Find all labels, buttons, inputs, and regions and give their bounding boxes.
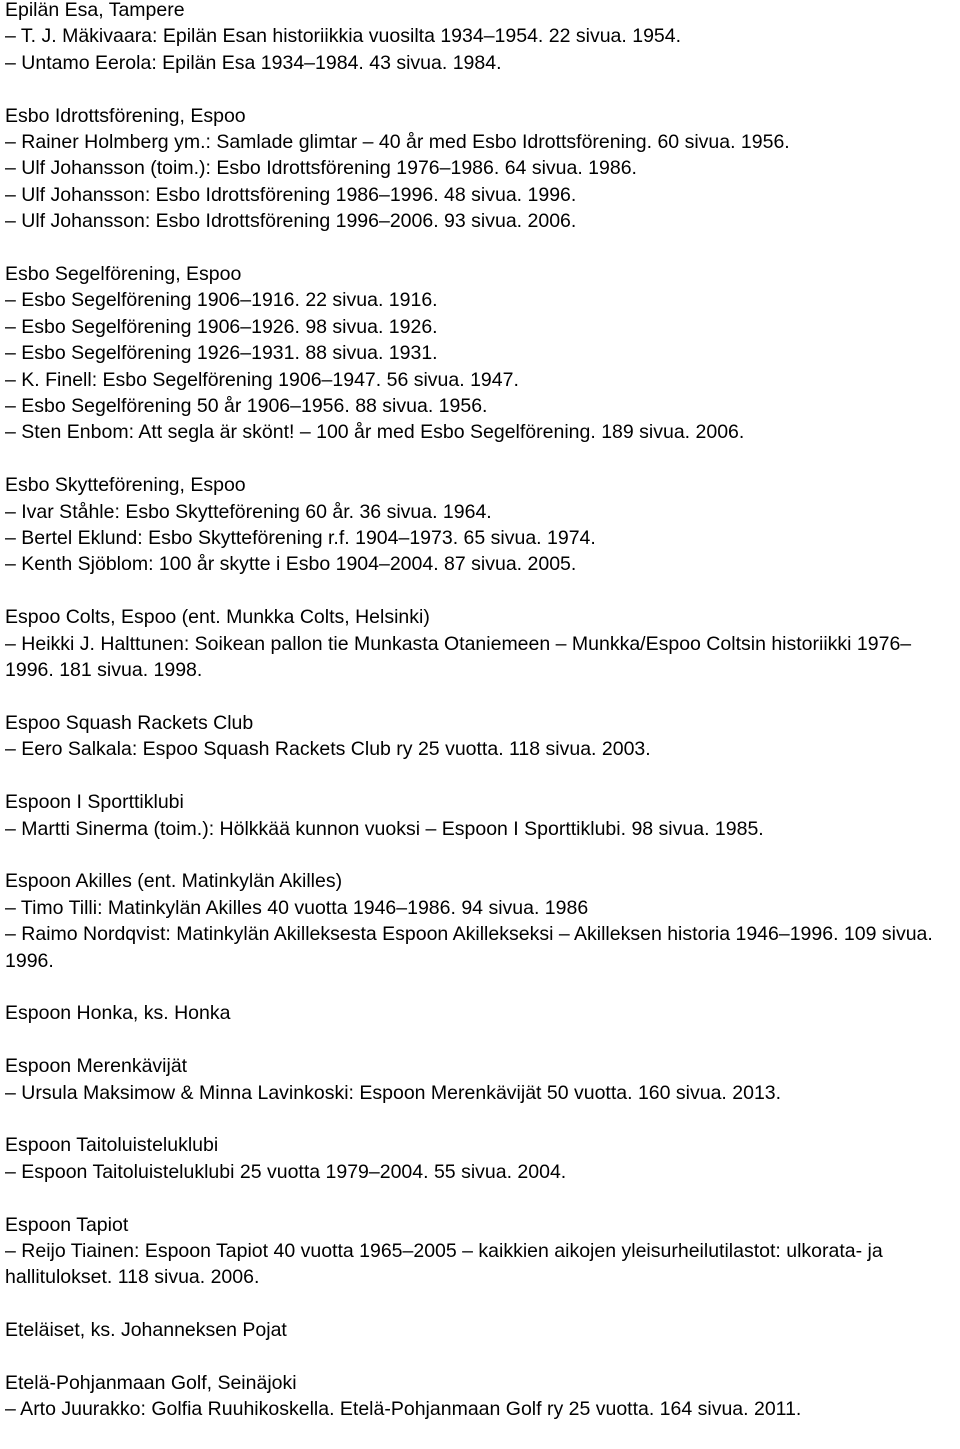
publication-entry: – Arto Juurakko: Golfia Ruuhikoskella. Etelä-Pohjanmaan Golf ry 25 vuotta. 164 sivua. 2011.	[5, 1398, 802, 1421]
club-section	[5, 472, 945, 578]
publication-entry: – T. J. Mäkivaara: Epilän Esan historiikkia vuosilta 1934–1954. 22 sivua. 1954.	[5, 25, 682, 48]
publication-entry: – Esbo Segelförening 1926–1931. 88 sivua. 1931.	[5, 342, 438, 365]
publication-entry: – Heikki J. Halttunen: Soikean pallon tie Munkasta Otaniemeen – Munkka/Espoo Coltsin historiikki 1976–1996. 181 sivua. 1998.	[5, 632, 912, 682]
club-section	[5, 789, 945, 842]
club-section	[5, 1132, 945, 1185]
publication-entry: – Kenth Sjöblom: 100 år skytte i Esbo 1904–2004. 87 sivua. 2005.	[5, 553, 577, 576]
publication-entry: – Esbo Segelförening 1906–1926. 98 sivua. 1926.	[5, 315, 438, 338]
club-heading: Esbo Skytteförening, Espoo	[5, 474, 246, 497]
club-section	[5, 1053, 945, 1106]
club-section	[5, 1317, 945, 1343]
club-section	[5, 868, 945, 974]
club-section	[5, 604, 945, 683]
publication-entry: – Ulf Johansson (toim.): Esbo Idrottsförening 1976–1986. 64 sivua. 1986.	[5, 157, 637, 180]
club-heading: Espoon Tapiot	[5, 1213, 129, 1236]
publication-entry: – Eero Salkala: Espoo Squash Rackets Club ry 25 vuotta. 118 sivua. 2003.	[5, 738, 651, 761]
club-section	[5, 1370, 945, 1423]
publication-entry: – Ulf Johansson: Esbo Idrottsförening 1986–1996. 48 sivua. 1996.	[5, 183, 577, 206]
publication-entry: – Reijo Tiainen: Espoon Tapiot 40 vuotta 1965–2005 – kaikkien aikojen yleisurheilutilastot: ulkorata- ja hallitulokset. 118 sivua. 2006.	[5, 1239, 883, 1289]
publication-entry: – Raimo Nordqvist: Matinkylän Akilleksesta Espoon Akillekseksi – Akilleksen historia 1946–1996. 109 sivua. 1996.	[5, 923, 933, 972]
club-section	[5, 1000, 945, 1026]
club-heading: Etelä-Pohjanmaan Golf, Seinäjoki	[5, 1371, 297, 1394]
club-section	[5, 710, 945, 763]
club-heading: Espoo Squash Rackets Club	[5, 711, 254, 734]
club-heading: Epilän Esa, Tampere	[5, 0, 185, 21]
club-heading: Espoon Taitoluisteluklubi	[5, 1134, 219, 1157]
publication-entry: – Ivar Ståhle: Esbo Skytteförening 60 år. 36 sivua. 1964.	[5, 500, 492, 523]
publication-entry: – Ulf Johansson: Esbo Idrottsförening 1996–2006. 93 sivua. 2006.	[5, 210, 577, 233]
publication-entry: – Esbo Segelförening 50 år 1906–1956. 88 sivua. 1956.	[5, 395, 488, 418]
publication-entry: – Bertel Eklund: Esbo Skytteförening r.f. 1904–1973. 65 sivua. 1974.	[5, 527, 596, 550]
publication-entry: – K. Finell: Esbo Segelförening 1906–1947. 56 sivua. 1947.	[5, 368, 519, 391]
publication-entry: – Timo Tilli: Matinkylän Akilles 40 vuotta 1946–1986. 94 sivua. 1986	[5, 896, 589, 919]
club-heading: Esbo Segelförening, Espoo	[5, 263, 242, 286]
club-section	[5, 103, 945, 235]
club-section	[5, 261, 945, 446]
club-heading: Espoon I Sporttiklubi	[5, 791, 184, 814]
publication-entry: – Rainer Holmberg ym.: Samlade glimtar – 40 år med Esbo Idrottsförening. 60 sivua. 1956.	[5, 131, 790, 154]
publication-entry: – Martti Sinerma (toim.): Hölkkää kunnon vuoksi – Espoon I Sporttiklubi. 98 sivua. 1985.	[5, 817, 764, 840]
publication-entry: – Untamo Eerola: Epilän Esa 1934–1984. 43 sivua. 1984.	[5, 51, 502, 74]
publication-entry: – Ursula Maksimow & Minna Lavinkoski: Espoon Merenkävijät 50 vuotta. 160 sivua. 2013.	[5, 1081, 782, 1104]
club-section	[5, 1212, 945, 1291]
club-section	[5, 0, 945, 76]
publication-entry: – Sten Enbom: Att segla är skönt! – 100 år med Esbo Segelförening. 189 sivua. 2006.	[5, 421, 745, 444]
club-heading: Espoo Colts, Espoo (ent. Munkka Colts, Helsinki)	[5, 606, 430, 629]
document-body	[5, 0, 945, 1449]
club-heading: Espoon Merenkävijät	[5, 1055, 188, 1078]
club-heading: Espoon Akilles (ent. Matinkylän Akilles)	[5, 870, 343, 893]
club-heading: Eteläiset, ks. Johanneksen Pojat	[5, 1319, 287, 1342]
publication-entry: – Espoon Taitoluisteluklubi 25 vuotta 1979–2004. 55 sivua. 2004.	[5, 1160, 567, 1183]
club-heading: Esbo Idrottsförening, Espoo	[5, 104, 246, 127]
publication-entry: – Esbo Segelförening 1906–1916. 22 sivua. 1916.	[5, 289, 438, 312]
club-heading: Espoon Honka, ks. Honka	[5, 1002, 231, 1025]
